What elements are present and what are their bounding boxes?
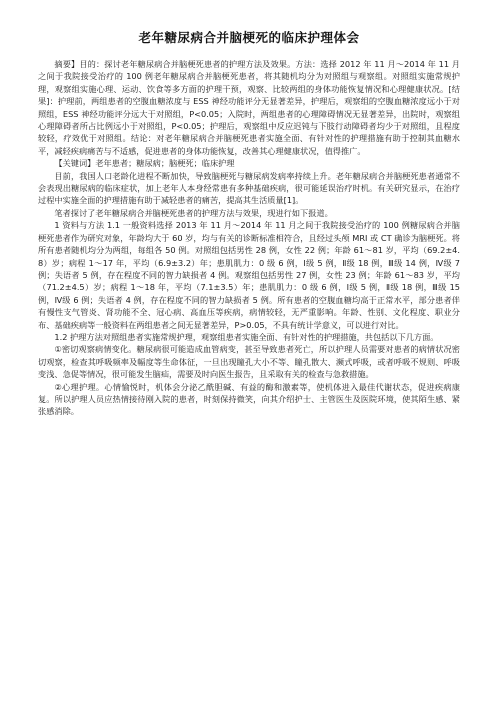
intro-paragraph-2: 笔者探讨了老年糖尿病合并脑梗死患者的护理方法与效果，现进行如下报道。 (54, 207, 333, 218)
observation-paragraph: ①密切观察病情变化。糖尿病很可能造成血管病变，甚至导致患者死亡，所以护理人员需要对患者的病情状况密切观察，检查其呼吸频率及幅度等生命体征，一旦出现瞳孔大小不等、瞳孔散大、濒式呼吸，或者呼吸不规则、呼吸变浅、急促等情况，很可能发生脑疝，需要及时向医生报告，且采取有关的检查与急救措施。 (38, 344, 460, 380)
abstract-paragraph: 摘要】目的：探讨老年糖尿病合并脑梗死患者的护理方法及效果。方法：选择 2012 年 11 月～2014 年 11 月之间于我院接受治疗的 100 例老年糖尿病合并脑梗死患者，将其随机均分为对照组与观察组。对照组实施常规护理，观察组实施心理、运动、饮食等多方面的护理干预，观察、比较两组的身体功能恢复情况和心理健康状况。[结果]：护理前，两组患者的空腹血糖浓度与 ESS 神经功能评分无显著差异，护理后，观察组的空腹血糖浓度远小于对照组，ESS 神经功能评分远大于对照组，P<0.05；入院时，两组患者的心理障碍情况无显著差异，出院时，观察组心理障碍者所占比例远小于对照组，P<0.05；护理后，观察组中反应迟钝与下肢行动障碍者均少于对照组，且程度较轻，疗效优于对照组。结论：对老年糖尿病合并脑梗死患者实施全面、有针对性的护理措施有助于控制其血糖水平，减轻疾病痛苦与不适感，促进患者的身体功能恢复，改善其心理健康状况，值得推广。 (38, 59, 460, 156)
keywords-paragraph: 【关键词】老年患者；糖尿病；脑梗死；临床护理 (54, 158, 235, 169)
methods-paragraph: 1.2 护理方法对照组患者实施常规护理，观察组患者实施全面、有针对性的护理措施，共包括以下几方面。 (54, 331, 439, 342)
intro-paragraph: 目前，我国人口老龄化进程不断加快，导致脑梗死与糖尿病发病率持续上升。老年糖尿病合并脑梗死患者通常不会表现出糖尿病的临床症状，加上老年人本身经常患有多种基础疾病，很可能延误治疗时机。有关研究显示，在治疗过程中实施全面的护理措施有助于减轻患者的痛苦，提高其生活质量[1]。 (38, 170, 460, 206)
materials-paragraph: 1 资料与方法 1.1 一般资料选择 2013 年 11 月～2014 年 11 月之间于我院接受治疗的 100 例糖尿病合并脑梗死患者作为研究对象，年龄均大于 60 岁，均与有关的诊断标准相符合，且经过头颅 MRI 或 CT 确诊为脑梗死。将所有患者随机均分为两组，每组各 50 例。对照组包括男性 28 例，女性 22 例；年龄 61～81 岁，平均（69.2±4.8）岁；病程 1～17 年，平均（6.9±3.2）年；患肌肌力：0 级 6 例，Ⅰ级 5 例，Ⅱ级 18 例，Ⅲ级 14 例，Ⅳ级 7 例；失语者 5 例，存在程度不同的智力缺损者 4 例。观察组包括男性 27 例，女性 23 例；年龄 61～83 岁，平均（71.2±4.5）岁；病程 1～18 年，平均（7.1±3.5）年；患肌肌力：0 级 6 例，Ⅰ级 5 例，Ⅱ级 18 例，Ⅲ级 15 例，Ⅳ级 6 例；失语者 4 例，存在程度不同的智力缺损者 5 例。所有患者的空腹血糖均高于正常水平，部分患者伴有慢性支气管炎、肾功能不全、冠心病、高血压等疾病，病情较轻，无严重影响。年龄、性别、文化程度、职业分布、基础疾病等一般资料在两组患者之间无显著差异，P>0.05，不具有统计学意义，可以进行对比。 (38, 220, 460, 330)
document-title: 老年糖尿病合并脑梗死的临床护理体会 (138, 30, 360, 45)
psychological-care-paragraph: ②心理护理。心情愉悦时，机体会分泌乙酰胆碱、有益的酶和激素等，使机体进入最佳代谢状态，促进疾病康复。所以护理人员应热情接待刚入院的患者，时刻保持微笑，向其介绍护士、主管医生及医院环境，使其陌生感、紧张感消除。 (38, 381, 460, 417)
